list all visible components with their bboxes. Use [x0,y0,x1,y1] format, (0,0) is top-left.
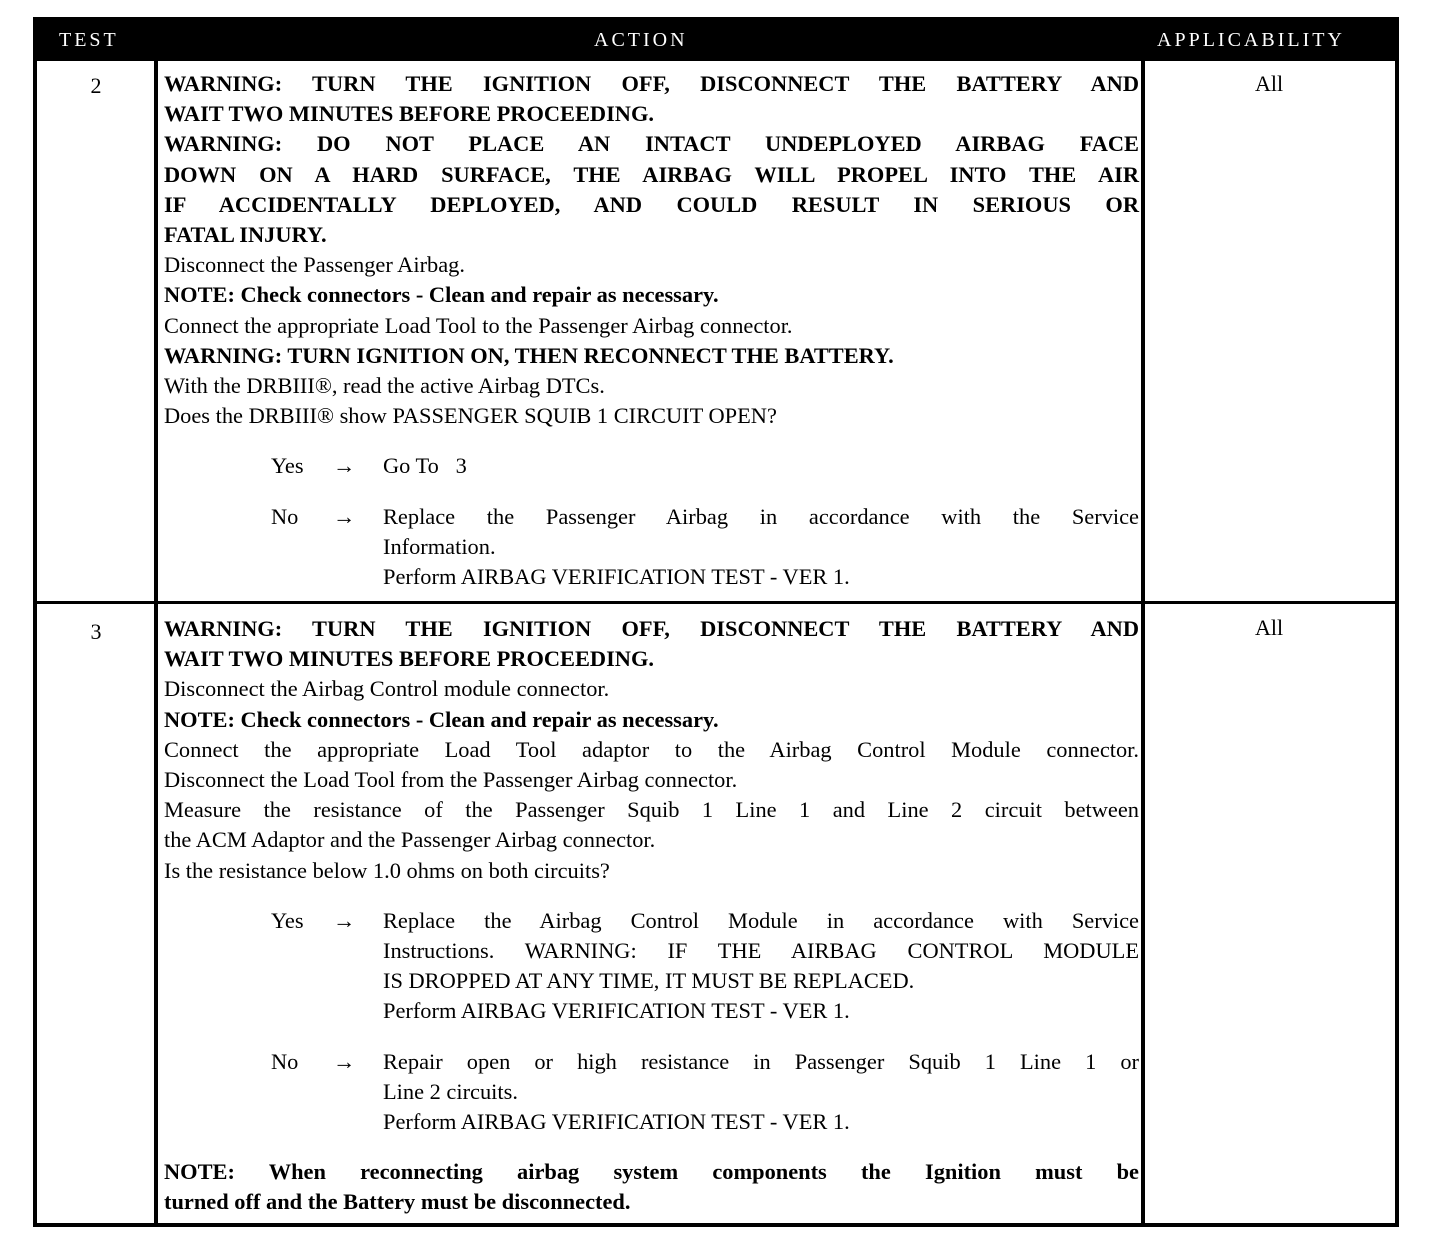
yes-branch [271,906,1139,1027]
step-text: Connect the appropriate Load Tool to the Passenger Airbag connector. [164,312,793,338]
warning-text: WAIT TWO MINUTES BEFORE PROCEEDING. [164,646,654,672]
no-branch [271,1047,1139,1138]
result-line: Perform AIRBAG VERIFICATION TEST - VER 1. [383,564,850,590]
result-line: Replace the Passenger Airbag in accordance with the Service [383,503,1139,529]
test-3-action [164,614,1139,1218]
note-text: NOTE: When reconnecting airbag system components the Ignition must be [164,1159,1139,1185]
result-line: Go To 3 [383,453,467,479]
note-text: turned off and the Battery must be disconnected. [164,1189,631,1215]
note-text: NOTE: Check connectors - Clean and repair as necessary. [164,706,719,732]
row-divider [37,601,1395,604]
step-text: With the DRBIII®, read the active Airbag DTCs. [164,373,605,399]
arrow-icon: → [333,1048,356,1074]
warning-text: WARNING: TURN IGNITION ON, THEN RECONNECT THE BATTERY. [164,342,894,368]
result-line: Line 2 circuits. [383,1078,518,1104]
diagnostic-table [33,17,1399,1227]
no-branch [271,502,1139,593]
yes-result [383,906,1139,1027]
step-text: Connect the appropriate Load Tool adaptor to the Airbag Control Module connector. [164,736,1139,762]
step-text: Disconnect the Airbag Control module connector. [164,676,610,702]
warning-text: WARNING: DO NOT PLACE AN INTACT UNDEPLOYED AIRBAG FACE [164,131,1139,157]
final-note [164,1157,1139,1217]
header-action: ACTION [594,29,688,51]
result-line: Perform AIRBAG VERIFICATION TEST - VER 1. [383,1109,850,1135]
warning-text: WAIT TWO MINUTES BEFORE PROCEEDING. [164,101,654,127]
no-label: No [271,1048,299,1074]
test-number: 2 [90,73,102,98]
arrow-icon: → [333,907,356,933]
arrow-icon: → [333,503,356,529]
result-line: Perform AIRBAG VERIFICATION TEST - VER 1. [383,998,850,1024]
result-line: Replace the Airbag Control Module in accordance with Service [383,907,1139,933]
yes-label: Yes [271,453,304,479]
test-number: 3 [90,619,102,644]
result-line: IS DROPPED AT ANY TIME, IT MUST BE REPLACED. [383,968,915,994]
warning-text: IF ACCIDENTALLY DEPLOYED, AND COULD RESULT IN SERIOUS OR [164,191,1139,217]
header-test: TEST [59,29,119,51]
no-label: No [271,503,299,529]
yes-branch [271,451,1139,481]
warning-text: WARNING: TURN THE IGNITION OFF, DISCONNECT THE BATTERY AND [164,71,1139,96]
no-result [383,1047,1139,1138]
table-header [37,21,1395,61]
warning-text: DOWN ON A HARD SURFACE, THE AIRBAG WILL PROPEL INTO THE AIR [164,161,1139,187]
arrow-icon: → [333,453,356,479]
applicability-value: All [1254,615,1284,640]
no-result [383,502,1139,593]
step-text: Disconnect the Passenger Airbag. [164,252,465,278]
note-text: NOTE: Check connectors - Clean and repair as necessary. [164,282,719,308]
result-line: Repair open or high resistance in Passenger Squib 1 Line 1 or [383,1048,1139,1074]
question-text: Is the resistance below 1.0 ohms on both circuits? [164,857,610,883]
step-text: Disconnect the Load Tool from the Passenger Airbag connector. [164,767,738,793]
result-line: Instructions. WARNING: IF THE AIRBAG CONTROL MODULE [383,938,1139,964]
column-divider [1141,61,1145,1227]
question-text: Does the DRBIII® show PASSENGER SQUIB 1 CIRCUIT OPEN? [164,403,777,429]
applicability-value: All [1254,71,1284,96]
warning-text: FATAL INJURY. [164,222,327,248]
step-text: Measure the resistance of the Passenger Squib 1 Line 1 and Line 2 circuit between [164,797,1139,823]
step-text: the ACM Adaptor and the Passenger Airbag connector. [164,827,656,853]
yes-result [383,451,1139,481]
warning-text: WARNING: TURN THE IGNITION OFF, DISCONNECT THE BATTERY AND [164,616,1139,641]
yes-label: Yes [271,907,304,933]
test-2-action [164,69,1139,592]
header-applicability: APPLICABILITY [1157,29,1345,51]
result-line: Information. [383,533,496,559]
